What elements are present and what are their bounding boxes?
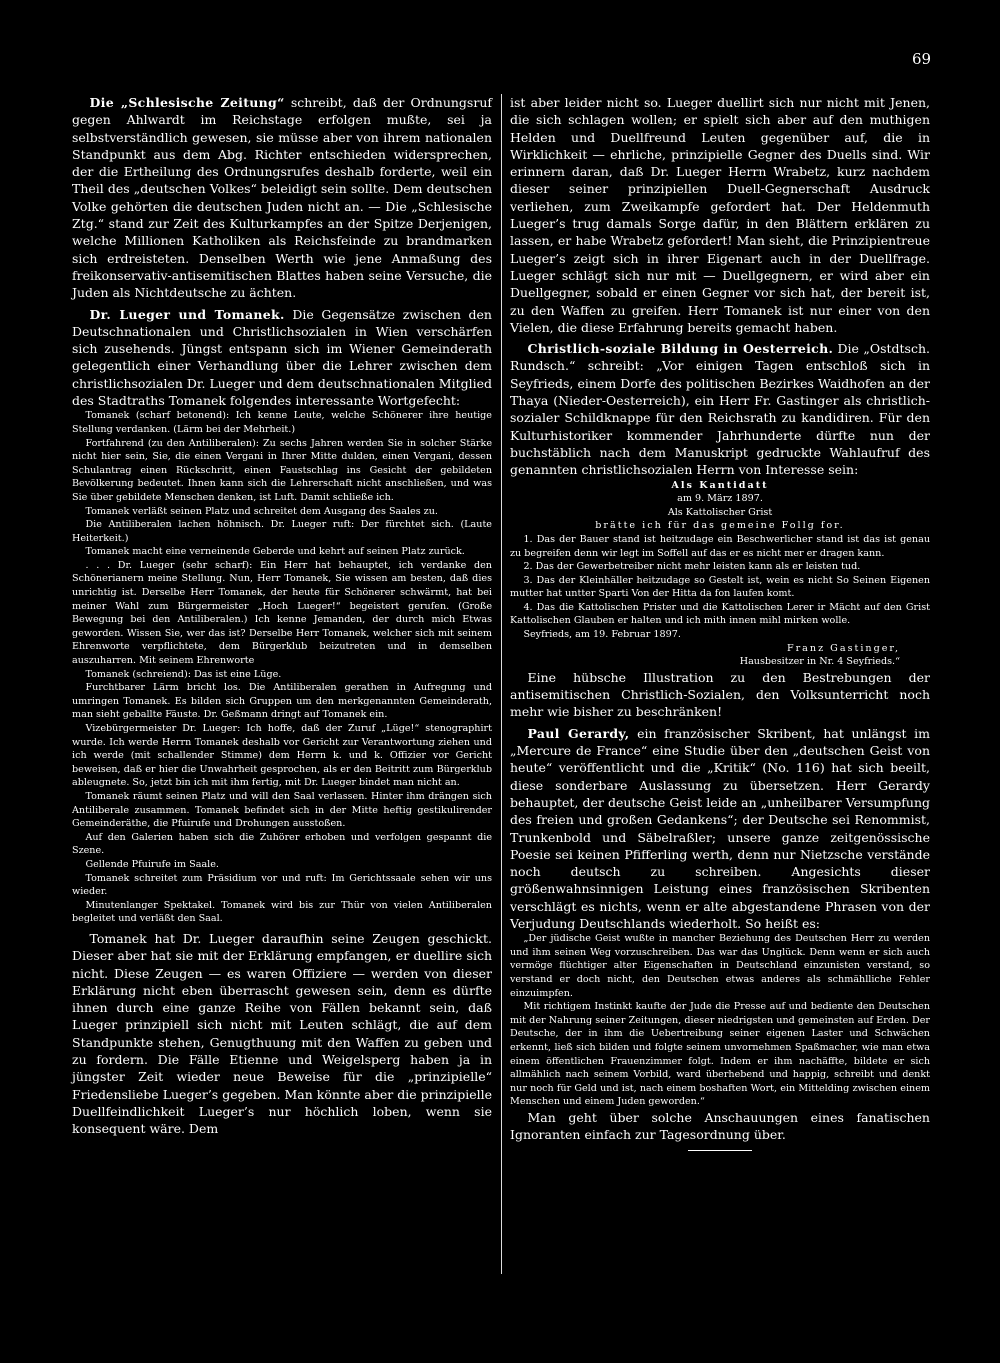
transcript-paragraph: Auf den Galerien haben sich die Zuhörer erhoben und verfolgen gespannt die Szene. [72,831,492,857]
transcript-paragraph: Furchtbarer Lärm bricht los. Die Antiliberalen gerathen in Aufregung und umringen Tomanek. Es bilden sich Gruppen um den merkgenannten Gemeinderath, man sieht geballte Fäuste. Dr. Geßmann dringt auf Tomanek ein. [72,682,492,721]
election-notice-subtitle: Als Kattolischer Grist [667,506,773,518]
article-heading: Dr. Lueger und Tomanek. [89,306,285,322]
transcript-paragraph: Tomanek räumt seinen Platz und will den Saal verlassen. Hinter ihm drängen sich Antiliberale zusammen. Tomanek befindet sich in der Mitte heftig gestikulirender Gemeinderäthe, die Pfuirufe und Drohungen ausstoßen. [72,790,492,830]
article-text: Die Gegensätze zwischen den Deutschnationalen und Christlichsozialen in Wien verschärfen sich zusehends. Jüngst entspann sich im Wiener Gemeinderath gelegentlich einer Verhandlung über die Lehrer zwischen dem christlichsozialen Dr. Lueger und dem deutschnationalen Mitglied des Stadtraths Tomanek folgendes interessante Wortgefecht: [72,306,493,409]
transcript-paragraph: . . . Dr. Lueger (sehr scharf): Ein Herr hat behauptet, ich verdanke den Schönerianern meine Stellung. Nun, Herr Tomanek, Sie wissen am besten, daß dies unrichtig ist. Derselbe Herr Tomanek, der heute für Schönerer schwärmt, hat bei meiner Wahl zum Bürgermeister „Hoch Lueger!“ begeistert gerufen. (Große Bewegung bei den Antiliberalen.) Ich kenne Jemanden, der durch mich Etwas geworden. Wissen Sie, wer das ist? Derselbe Herr Tomanek, welcher sich mit seinem Ehrenworte verpflichtete, dem Bürgerklub beizutreten und in demselben auszuharren. Mit seinem Ehrenworte [72,559,492,667]
transcript-paragraph: Tomanek macht eine verneinende Geberde und kehrt auf seinen Platz zurück. [85,546,465,558]
quote-paragraph: „Der jüdische Geist wußte in mancher Beziehung des Deutschen Herr zu werden und ihm seinen Weg vorzuschreiben. Das war das Unglück. Denn wenn er sich auch vermöge flüchtiger alter Eigenschaften in Deutschland einzunisten verstand, so verstand er doch nicht, den Deutschen etwas anderes als schmählliche Fehler einzuimpfen. [510,933,930,999]
quote-paragraph: Mit richtigem Instinkt kaufte der Jude die Presse auf und bediente den Deutschen mit der Nahrung seiner Zeitungen, dieser niedrigsten und gemeinsten auf Erden. Der Deutsche, der in ihm die Uebertreibung seiner eigenen Laster und Schwächen erkennt, ließ sich bilden und folgte seinem unvornehmen Spaßmacher, wie man etwa einem öffentlichen Frauenzimmer folgt. Indem er ihm nachäffte, bildete er sich allmählich nach seinem Vorbild, ward überhebend und happig, schreibt und denkt nur noch für Geld und ist, nach einem boshaften Wort, ein Mittelding zwischen einem Menschen und einem Juden geworden.“ [510,1001,930,1108]
article-christlich-soziale-bildung [510,340,930,478]
election-notice-date: am 9. März 1897. [677,493,763,505]
election-notice-signature: Franz Gastinger, [786,642,900,654]
article-lueger-tomanek [72,306,492,410]
election-notice-line: brätte ich für das gemeine Follg for. [595,520,845,532]
transcript-paragraph: Fortfahrend (zu den Antiliberalen): Zu sechs Jahren werden Sie in solcher Stärke nicht hier sein, Sie, die einen Vergani in Ihrer Mitte dulden, einen Vergani, dessen Schulantrag einen Rückschritt, einen Faustschlag ins Gesicht der gebildeten Bevölkerung bedeutet. Ihnen kann sich die Lehrerschaft nicht anschließen, und was Sie über gebildete Menschen denken, ist Luft. Damit schließe ich. [72,437,492,503]
transcript-paragraph: Gellende Pfuirufe im Saale. [85,858,219,870]
end-rule [688,1150,752,1151]
right-column [510,94,930,1151]
transcript-paragraph: Vizebürgermeister Dr. Lueger: Ich hoffe, daß der Zuruf „Lüge!“ stenographirt wurde. Ich werde Herrn Tomanek deshalb vor Gericht zur Verantwortung ziehen und ich werde (mit schallender Stimme) dem Herrn k. und k. Offizier vor Gericht beweisen, daß er hier die Unwahrheit gesprochen, als er den Beitritt zum Bürgerklub ableugnete. So, jetzt bin ich mit ihm fertig, mit Dr. Lueger bindet man nicht an. [72,723,492,789]
article-text: Eine hübsche Illustration zu den Bestrebungen der antisemitischen Christlich-Sozialen, den Volksunterricht noch mehr wie bisher zu beschränken! [510,669,930,720]
article-heading: Christlich-soziale Bildung in Oesterreich. [527,341,834,357]
transcript-paragraph: Minutenlanger Spektakel. Tomanek wird bis zur Thür von vielen Antiliberalen begleitet und verläßt den Saal. [72,899,492,925]
election-notice-item: 3. Das der Kleinhäller heitzudage so Gestelt ist, wein es nicht So Seinen Eigenen mutter hat untter Sparti Von der Hitta da fon laufen komt. [510,574,930,600]
election-notice-signature-title: Hausbesitzer in Nr. 4 Seyfrieds.“ [739,656,900,668]
article-heading: Paul Gerardy, [527,725,630,741]
article-heading: Die „Schlesische Zeitung“ [89,95,285,110]
article-text: Tomanek hat Dr. Lueger daraufhin seine Zeugen geschickt. Dieser aber hat sie mit der Erklärung empfangen, er duellire sich nicht. Diese Zeugen — es waren Offiziere — werden von dieser Erklärung nicht eben überrascht gewesen sein, denn es dürfte ihnen durch eine ganze Reihe von Fällen bekannt sein, daß Lueger prinzipiell sich nicht mit Leuten schlägt, die auf dem Standpunkte stehen, Genugthuung mit den Waffen zu geben und zu fordern. Die Fälle Etienne und Weigelsperg haben ja in jüngster Zeit wieder neue Beweise für die „prinzipielle“ Friedensliebe Lueger’s gegeben. Man könnte aber die prinzipielle Duellfeindlichkeit Lueger’s nur höchlich loben, wenn sie konsequent wäre. Dem [72,930,492,1137]
article-text: schreibt, daß der Ordnungsruf gegen Ahlwardt im Reichstage erfolgen mußte, sei ja selbstverständlich gewesen, sie müsse aber von ihrem nationalen Standpunkt aus dem Abg. Richter entschieden widersprechen, der die Ertheilung des Ordnungsrufes deshalb forderte, weil ein Theil des „deutschen Volkes“ beleidigt sein sollte. Dem deutschen Volke gehörten die deutschen Juden nicht an. — Die „Schlesische Ztg.“ stand zur Zeit des Kulturkampfes an der Spitze Derjenigen, welche Millionen Katholiken als Reichsfeinde zu brandmarken sich erdreisteten. Denselben Werth wie jene Anmaßung des freikonservativ-antisemitischen Blattes haben seine Versuche, die Juden als Nichtdeutsche zu ächten. [72,95,492,301]
page-number: 69 [912,50,932,68]
article-text: ist aber leider nicht so. Lueger duellirt sich nur nicht mit Jenen, die sich schlagen wollen; er spielt sich aber auf den muthigen Helden und Duellfreund Leuten gegenüber auf, die in Wirklichkeit — ehrliche, prinzipielle Gegner des Duells sind. Wir erinnern daran, daß Dr. Lueger Herrn Wrabetz, kurz nachdem dieser seiner prinzipiellen Duell-Gegnerschaft Ausdruck verliehen, zum Zweikampfe gefordert hat. Der Heldenmuth Lueger’s trug damals Sorge dafür, in den Blättern erklären zu lassen, er habe Wrabetz gefordert! Man sieht, die Prinzipientreue Lueger’s zeigt sich in ihrer Eigenart auch in der Duellfrage. Lueger schlägt sich nur mit — Duellgegnern, er wird aber ein Duellgegner, sobald er einen Gegner vor sich hat, der bereit ist, zu den Waffen zu greifen. Herr Tomanek ist nur einer von den Vielen, die diese Erfahrung bereits gemacht haben. [510,95,930,335]
election-notice-title: Als Kantidatt [671,479,769,491]
election-notice-place: Seyfrieds, am 19. Februar 1897. [523,629,681,641]
article-text: ein französischer Skribent, hat unlängst im „Mercure de France“ eine Studie über den „deutschen Geist von heute“ veröffentlicht und die „Kritik“ (No. 116) hat sich beeilt, diese sonderbare Auslassung zu übersetzen. Herr Gerardy behauptet, der deutsche Geist leide an „unheilbarer Versumpfung des freien und großen Gedankens“; der Deutsche sei Renommist, Trunkenbold und Säbelraßler; unsere ganze zeitgenössische Poesie sei keinen Pfifferling werth, denn nur Nietzsche verstände noch deutsch zu schreiben. Angesichts dieser größenwahnsinnigen Leistung eines französischen Skribenten verschlägt es nichts, wenn er alte abgestandene Phrasen von der Verjudung Deutschlands wiederholt. So heißt es: [510,725,930,931]
transcript-paragraph: Tomanek schreitet zum Präsidium vor und ruft: Im Gerichtssaale sehen wir uns wieder. [72,872,492,898]
left-column [72,94,492,1137]
election-notice-item: 1. Das der Bauer stand ist heitzudage ein Beschwerlicher stand ist das ist genau zu begreifen denn wir legt im Soffell auf das er es nicht mer er dragen kann. [510,533,930,559]
transcript-paragraph: Tomanek (scharf betonend): Ich kenne Leute, welche Schönerer ihre heutige Stellung verdanken. (Lärm bei der Mehrheit.) [72,410,492,435]
transcript-paragraph: Die Antiliberalen lachen höhnisch. Dr. Lueger ruft: Der fürchtet sich. (Laute Heiterkeit.) [72,519,492,544]
column-divider [501,94,502,1274]
election-notice-item: 4. Das die Kattolischen Prister und die Kattolischen Lerer ir Mächt auf den Grist Kattolischen Glauben er halten und ich mith innen mihl mirken wolle. [510,601,930,627]
article-text: Man geht über solche Anschauungen eines fanatischen Ignoranten einfach zur Tagesordnung über. [510,1110,930,1143]
transcript-paragraph: Tomanek verläßt seinen Platz und schreitet dem Ausgang des Saales zu. [85,505,438,517]
article-text: Die „Ostdtsch. Rundsch.“ schreibt: „Vor einigen Tagen entschloß sich in Seyfrieds, einem Dorfe des politischen Bezirkes Waidhofen an der Thaya (Nieder-Oesterreich), ein Herr Fr. Gastinger als christlich-sozialer Schildknappe für den Reichsrath zu kandidiren. Für den Kulturhistoriker kommender Jahrhunderte dürfte nun der buchstäblich nach dem Manuskript gedruckte Wahlaufruf des genannten christlichsozialen Herrn von Interesse sein: [510,341,930,478]
transcript-paragraph: Tomanek (schreiend): Das ist eine Lüge. [85,668,282,680]
article-schlesische-zeitung [72,94,492,302]
article-paul-gerardy [510,725,930,933]
election-notice-item: 2. Das der Gewerbetreiber nicht mehr leisten kann als er leisten tud. [523,561,861,573]
